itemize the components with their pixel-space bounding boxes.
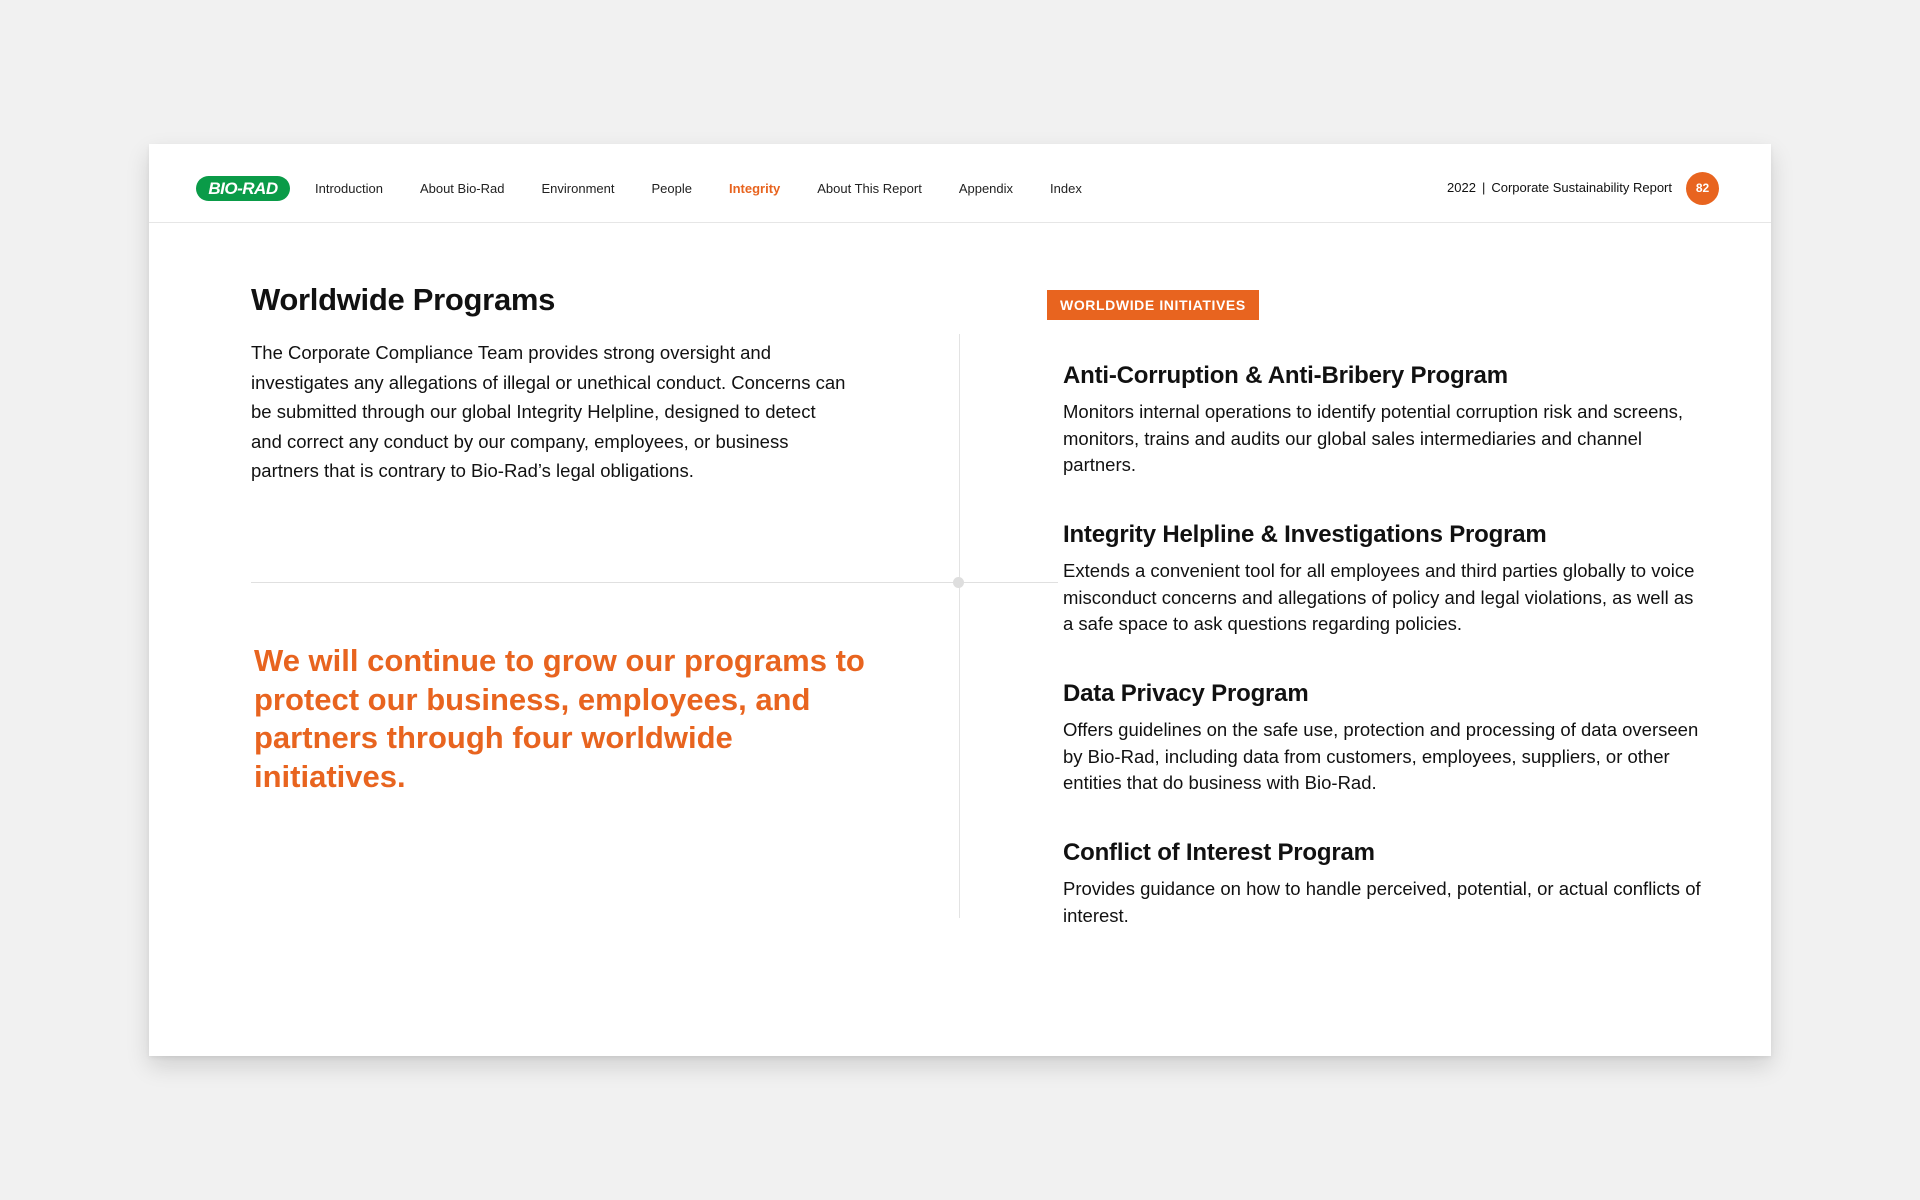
title-separator: | xyxy=(1481,180,1486,195)
nav-item-introduction[interactable]: Introduction xyxy=(315,181,383,196)
report-title xyxy=(1447,180,1672,195)
page-title: Worldwide Programs xyxy=(251,282,556,317)
report-name: Corporate Sustainability Report xyxy=(1491,180,1672,195)
nav-item-environment[interactable]: Environment xyxy=(541,181,615,196)
intro-paragraph: The Corporate Compliance Team provides strong oversight and investigates any allegations of illegal or unethical conduct. Concerns can be submitted through our global Integrity Helpline, designed to detect and correct any conduct by our company, employees, or business partners that is contrary to Bio-Rad’s legal obligations. xyxy=(251,342,846,481)
page-number-badge: 82 xyxy=(1686,172,1719,205)
section-tag: WORLDWIDE INITIATIVES xyxy=(1047,290,1259,320)
program-item xyxy=(1063,839,1703,929)
vertical-divider xyxy=(959,334,960,918)
nav-item-integrity[interactable]: Integrity xyxy=(728,181,781,196)
divider-junction-dot xyxy=(953,577,964,588)
program-title: Data Privacy Program xyxy=(1063,680,1309,707)
program-item xyxy=(1063,680,1703,797)
program-description: Provides guidance on how to handle perceived, potential, or actual conflicts of interest. xyxy=(1063,878,1701,926)
program-item xyxy=(1063,362,1703,479)
program-description: Offers guidelines on the safe use, protection and processing of data overseen by Bio-Rad, including data from customers, employees, suppliers, or other entities that do business with Bio-Rad. xyxy=(1063,719,1699,793)
program-description: Monitors internal operations to identify potential corruption risk and screens, monitors, trains and audits our global sales intermediaries and channel partners. xyxy=(1063,401,1684,475)
horizontal-divider xyxy=(251,582,1058,583)
main-nav xyxy=(315,181,1119,196)
bio-rad-logo[interactable]: BIO-RAD xyxy=(196,176,290,201)
program-title: Integrity Helpline & Investigations Program xyxy=(1063,521,1547,548)
program-title: Conflict of Interest Program xyxy=(1063,839,1375,866)
report-year: 2022 xyxy=(1447,180,1476,195)
report-page xyxy=(149,144,1771,1056)
program-description: Extends a convenient tool for all employees and third parties globally to voice misconduct concerns and allegations of policy and legal violations, as well as a safe space to ask questions regarding policies. xyxy=(1063,560,1695,634)
pull-quote: We will continue to grow our programs to protect our business, employees, and partners through four worldwide initiatives. xyxy=(254,643,865,794)
top-navigation-bar xyxy=(149,144,1771,223)
nav-item-appendix[interactable]: Appendix xyxy=(958,181,1014,196)
program-item xyxy=(1063,521,1703,638)
nav-item-index[interactable]: Index xyxy=(1050,181,1082,196)
program-title: Anti-Corruption & Anti-Bribery Program xyxy=(1063,362,1508,389)
nav-item-people[interactable]: People xyxy=(651,181,692,196)
nav-item-about-bio-rad[interactable]: About Bio-Rad xyxy=(419,181,505,196)
nav-item-about-this-report[interactable]: About This Report xyxy=(817,181,922,196)
